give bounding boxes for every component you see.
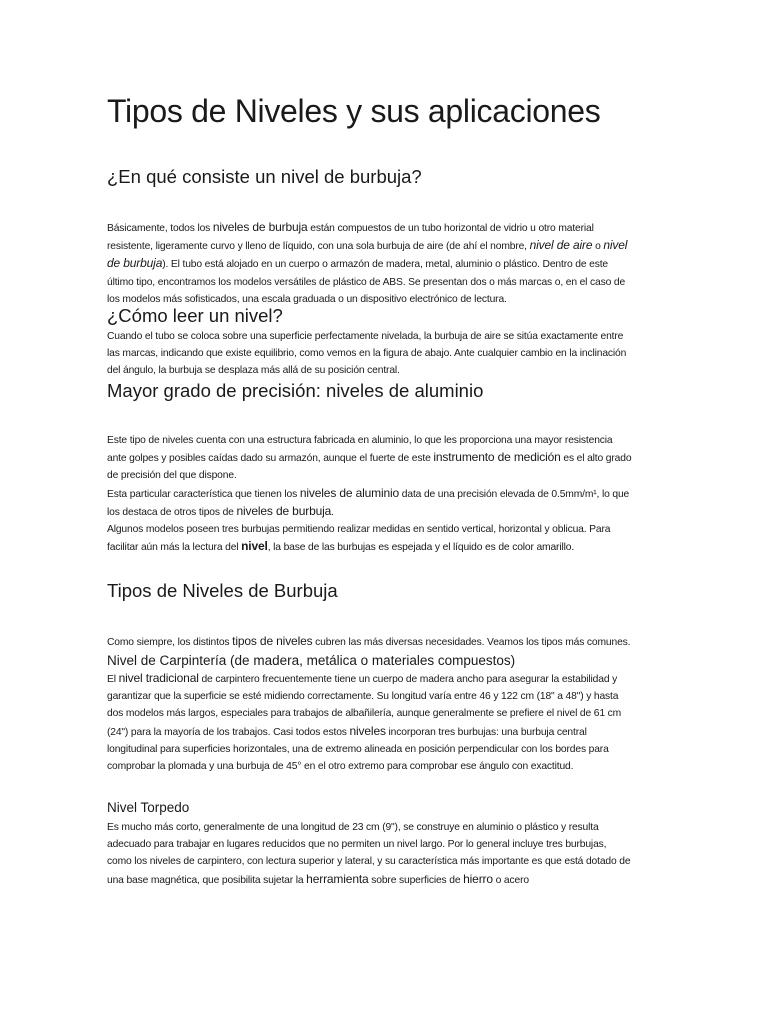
subheading-nivel-carpinteria: Nivel de Carpintería (de madera, metálica o materiales compuestos) <box>107 653 516 668</box>
text-line: Como siempre, los distintos tipos de niveles cubren las más diversas necesidades. Veamos los tipos más comunes. <box>107 634 631 648</box>
text-line: de burbuja). El tubo está alojado en un cuerpo o armazón de madera, metal, aluminio o plástico. Dentro de este <box>107 256 608 271</box>
text-line: de precisión del que dispone. <box>107 470 237 482</box>
text-line: (24") para la mayoría de los trabajos. Casi todos estos niveles incorporan tres burbujas: una burbuja central <box>107 723 587 738</box>
heading-tipos-niveles-burbuja: Tipos de Niveles de Burbuja <box>107 580 338 601</box>
link-instrumento-de-medicion: instrumento de medición <box>433 450 561 465</box>
text-line: último tipo, encontramos los modelos versátiles de plástico de ABS. Se presentan dos o más marcas o, en el caso de <box>107 276 626 288</box>
subheading-nivel-torpedo: Nivel Torpedo <box>107 800 190 815</box>
link-niveles: niveles <box>349 723 386 738</box>
paragraph-nivel-de-burbuja <box>107 219 663 308</box>
text-line: Es mucho más corto, generalmente de una longitud de 23 cm (9"), se construye en aluminio o plástico y resulta <box>107 822 599 833</box>
text-line: longitudinal para superficies horizontales, una de extremo alineada en posición perpendicular con los bordes para <box>107 743 609 755</box>
heading-como-leer: ¿Cómo leer un nivel? <box>107 305 283 326</box>
link-tipos-de-niveles: tipos de niveles <box>232 634 313 648</box>
link-niveles-de-burbuja-2: niveles de burbuja <box>236 503 332 518</box>
text-line: dos modelos más largos, especiales para trabajos de albañilería, aunque generalmente se prefiere el nivel de 61 cm <box>107 708 622 720</box>
text-line: El nivel tradicional de carpintero frecuentemente tiene un cuerpo de madera ancho para asegurar la estabilidad y <box>107 671 618 685</box>
text-line: garantizar que la superficie se esté midiendo correctamente. Su longitud varía entre 46 y 122 cm (18" a 48") y hasta <box>107 691 619 703</box>
text-line: comprobar la plomada y una burbuja de 45° en el otro extremo para comprobar ese ángulo con exactitud. <box>107 761 574 773</box>
text-line: como los niveles de carpintero, con lectura superior y lateral, y su característica más importante es que está dotado de <box>107 856 631 868</box>
link-herramienta: herramienta <box>306 871 369 886</box>
text-line: Cuando el tubo se coloca sobre una superficie perfectamente nivelada, la burbuja de aire se sitúa exactamente entre <box>107 331 624 342</box>
text-line: los destaca de otros tipos de niveles de burbuja. <box>107 503 334 518</box>
heading-niveles-aluminio: Mayor grado de precisión: niveles de aluminio <box>107 380 484 401</box>
paragraph-como-leer <box>107 328 663 380</box>
paragraph-nivel-torpedo <box>107 819 663 889</box>
text-line: Básicamente, todos los niveles de burbuja están compuestos de un tubo horizontal de vidrio u otro material <box>107 220 594 234</box>
link-nivel-tradicional: nivel tradicional <box>118 671 199 685</box>
text-line: Este tipo de niveles cuenta con una estructura fabricada en aluminio, lo que les proporciona una mayor resistencia <box>107 435 613 446</box>
text-line: del ángulo, la burbuja se desplaza más allá de su posición central. <box>107 365 400 377</box>
text-line: las marcas, indicando que existe equilibrio, como vemos en la figura de abajo. Ante cualquier cambio en la inclinación <box>107 348 627 360</box>
paragraph-nivel-carpinteria <box>107 670 663 775</box>
paragraph-tipos-intro <box>107 633 663 651</box>
text-line: adecuado para trabajar en lugares reducidos que no permiten un nivel largo. Por lo general incluye tres burbujas, <box>107 839 607 851</box>
text-line: Esta particular característica que tienen los niveles de aluminio data de una precisión elevada de 0.5mm/m¹, lo que <box>107 485 630 500</box>
text-line: facilitar aún más la lectura del nivel, la base de las burbujas es espejada y el líquido es de color amarillo. <box>107 539 575 554</box>
text-line: ante golpes y posibles caídas dado su armazón, aunque el fuerte de este instrumento de medición es el alto grado <box>107 450 632 465</box>
paragraph-niveles-aluminio <box>107 432 663 556</box>
text-line: los modelos más sofisticados, una escala graduada o un dispositivo electrónico de lectura. <box>107 293 507 305</box>
link-niveles-de-aluminio: niveles de aluminio <box>299 485 400 500</box>
text-line: Algunos modelos poseen tres burbujas permitiendo realizar medidas en sentido vertical, horizontal y oblicua. Para <box>107 524 611 536</box>
link-niveles-de-burbuja: niveles de burbuja <box>212 220 308 234</box>
link-hierro: hierro <box>463 871 493 886</box>
document-title: Tipos de Niveles y sus aplicaciones <box>107 93 601 129</box>
text-line: resistente, ligeramente curvo y lleno de líquido, con una sola burbuja de aire (de ahí el nombre, nivel de aire o nivel <box>107 238 628 253</box>
link-nivel: nivel <box>241 539 268 554</box>
heading-nivel-de-burbuja: ¿En qué consiste un nivel de burbuja? <box>107 166 422 187</box>
text-line: una base magnética, que posibilita sujetar la herramienta sobre superficies de hierro o acero <box>107 871 529 886</box>
